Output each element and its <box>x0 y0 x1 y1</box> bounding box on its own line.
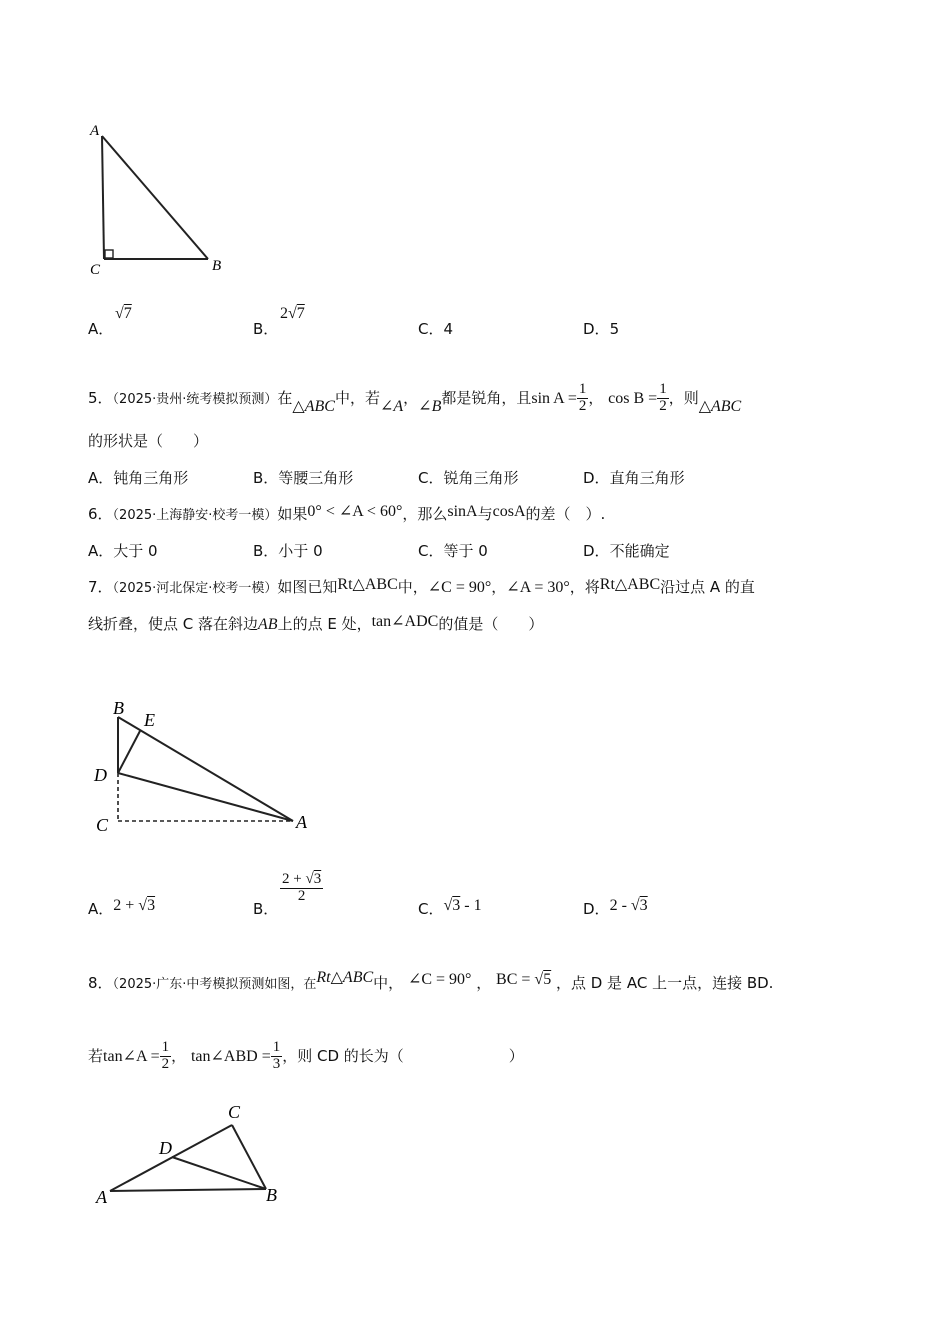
q6-condition: 0° < ∠A < 60° <box>307 503 403 520</box>
q6-text: 与 <box>477 505 493 523</box>
q6-text: 如果 <box>277 505 308 523</box>
q8-text: 若 <box>88 1046 104 1065</box>
figure-q4-triangle <box>84 118 234 283</box>
q6-sin-a: sinA <box>447 503 478 520</box>
q7-option-b[interactable] <box>253 898 278 919</box>
q5-text: ， <box>588 388 604 407</box>
option-value: 2 - √3 <box>609 897 648 914</box>
option-letter: D． <box>583 900 610 918</box>
q5-text: 在 <box>277 388 293 407</box>
q7-rt-triangle: Rt△ABC <box>599 576 661 593</box>
option-letter: D． <box>583 469 610 487</box>
q7-option-d[interactable] <box>583 898 648 919</box>
q7-angle-a: ∠A = 30° <box>506 579 570 596</box>
q6-cos-a: cosA <box>492 503 526 520</box>
q6-source: （2025·上海静安·校考一模） <box>112 508 278 523</box>
q8-source: （2025·广东·中考模拟预测如图，在 <box>112 977 317 992</box>
q6-option-b[interactable] <box>253 540 323 561</box>
q8-rt-triangle: Rt△ABC <box>316 969 374 986</box>
option-letter: A． <box>88 320 114 338</box>
option-value: 不能确定 <box>609 542 670 560</box>
option-value: 2 + √3 <box>113 897 156 914</box>
option-value: 锐角三角形 <box>443 469 519 487</box>
option-value: 小于 0 <box>278 542 323 560</box>
q5-triangle: △ABC <box>292 397 335 415</box>
q8-text: ， <box>171 1046 187 1065</box>
figure-q7-folded-triangle <box>88 695 328 840</box>
q7-text: 线折叠，使点 C 落在斜边 <box>88 615 259 633</box>
q5-text: ， <box>403 388 419 407</box>
vertex-label-a: A <box>90 123 100 139</box>
q5-triangle: △ABC <box>698 397 742 415</box>
q7-rt-triangle: Rt△ABC <box>337 576 398 593</box>
q7-tan-adc: tan∠ADC <box>371 613 439 630</box>
q8-text: 中， <box>373 974 404 992</box>
q8-text: ，点 D 是 AC 上一点，连接 BD. <box>555 974 774 992</box>
q7-stem-line2 <box>88 613 543 634</box>
option-letter: C． <box>418 320 444 338</box>
q8-angle-c: ∠C = 90° <box>407 971 472 988</box>
q6-option-d[interactable] <box>583 540 670 561</box>
option-letter: A． <box>88 542 114 560</box>
option-letter: C． <box>418 469 444 487</box>
q5-option-c[interactable] <box>418 467 519 488</box>
q7-option-c[interactable] <box>418 898 482 919</box>
q5-fraction-half: $\frac{1}{2}$ <box>578 381 587 414</box>
vertex-label-a: A <box>96 1187 107 1207</box>
q4-option-b-value: 2√7 <box>280 305 305 322</box>
vertex-label-e: E <box>144 710 155 730</box>
q6-option-c[interactable] <box>418 540 488 561</box>
q7-option-a[interactable] <box>88 898 155 919</box>
option-value: 等腰三角形 <box>278 469 354 487</box>
q5-angle-a: ∠A <box>379 397 404 415</box>
q5-text: 中，若 <box>334 388 380 407</box>
vertex-label-c: C <box>228 1102 241 1122</box>
q6-text: ，那么 <box>402 505 448 523</box>
option-value: 等于 0 <box>443 542 488 560</box>
q4-option-c[interactable] <box>418 318 453 339</box>
option-letter: C． <box>418 900 444 918</box>
option-letter: B． <box>253 469 279 487</box>
q6-option-a[interactable] <box>88 540 158 561</box>
q5-cos: cos B = <box>608 389 658 407</box>
option-value: 钝角三角形 <box>113 469 189 487</box>
q7-segment-ab: AB <box>258 616 278 633</box>
option-letter: B． <box>253 900 279 918</box>
option-letter: D． <box>583 320 610 338</box>
q7-angle-c: ∠C = 90° <box>427 579 492 596</box>
option-letter: B． <box>253 542 279 560</box>
vertex-label-a: A <box>296 812 307 832</box>
q8-stem-line2 <box>88 1040 524 1073</box>
q7-text: ，将 <box>569 578 600 596</box>
q6-text: 的差（ ）. <box>525 505 606 523</box>
option-letter: C． <box>418 542 444 560</box>
q7-number: 7． <box>88 578 113 596</box>
q8-text: ，则 CD 的长为（ ） <box>282 1046 524 1065</box>
vertex-label-b: B <box>266 1185 277 1205</box>
q8-bc: BC = √5 <box>496 971 552 988</box>
q7-text: 如图已知 <box>277 578 338 596</box>
q5-option-d[interactable] <box>583 467 685 488</box>
q5-text: ，则 <box>668 388 699 407</box>
q8-text: ， <box>476 974 492 992</box>
option-value: √3 - 1 <box>443 897 482 914</box>
option-letter: D． <box>583 542 610 560</box>
q5-option-b[interactable] <box>253 467 353 488</box>
q7-option-b-value: $\frac{2 + √3}{2}$ <box>282 871 322 904</box>
q5-source: （2025·贵州·统考模拟预测） <box>112 391 278 407</box>
q8-tan-a: tan∠A = <box>103 1047 160 1065</box>
vertex-label-d: D <box>94 765 107 785</box>
q8-tan-abd: tan∠ABD = <box>190 1047 271 1065</box>
q5-stem <box>88 382 741 415</box>
q4-option-b[interactable] <box>253 318 278 339</box>
option-value: 大于 0 <box>113 542 158 560</box>
vertex-label-c: C <box>90 262 101 278</box>
q7-text: ， <box>491 578 507 596</box>
q4-option-d[interactable] <box>583 318 619 339</box>
option-letter: B． <box>253 320 279 338</box>
q8-fraction-tan-abd: $\frac{1}{3}$ <box>272 1039 281 1072</box>
q7-stem <box>88 576 755 597</box>
q5-number: 5． <box>88 388 113 407</box>
q5-sin: sin A = <box>531 389 577 407</box>
q8-stem <box>88 969 774 993</box>
option-value: 4 <box>443 320 454 338</box>
q7-text: 沿过点 A 的直 <box>660 578 755 596</box>
q7-text: 中， <box>397 578 428 596</box>
q5-stem-line2: 的形状是（ ） <box>88 432 209 450</box>
q5-fraction-half: $\frac{1}{2}$ <box>659 381 667 414</box>
q5-text: 都是锐角，且 <box>441 388 532 407</box>
option-letter: A． <box>88 469 114 487</box>
figure-q8-triangle <box>88 1098 298 1213</box>
q7-text: 的值是（ ） <box>438 615 544 633</box>
q5-option-a[interactable] <box>88 467 188 488</box>
q8-fraction-tan-a: $\frac{1}{2}$ <box>161 1039 170 1072</box>
option-value: 直角三角形 <box>609 469 685 487</box>
q6-stem <box>88 503 605 524</box>
q4-option-a-value: √7 <box>115 305 132 322</box>
q7-source: （2025·河北保定·校考一模） <box>112 581 278 596</box>
vertex-label-c: C <box>96 815 109 835</box>
q6-number: 6． <box>88 505 113 523</box>
vertex-label-b: B <box>113 698 124 718</box>
q7-text: 上的点 E 处， <box>277 615 372 633</box>
q8-number: 8． <box>88 974 113 992</box>
q4-option-a[interactable] <box>88 318 113 339</box>
option-value: 5 <box>609 320 620 338</box>
vertex-label-b: B <box>212 258 222 274</box>
vertex-label-d: D <box>159 1138 172 1158</box>
option-letter: A． <box>88 900 114 918</box>
q5-angle-b: ∠B <box>418 397 442 415</box>
